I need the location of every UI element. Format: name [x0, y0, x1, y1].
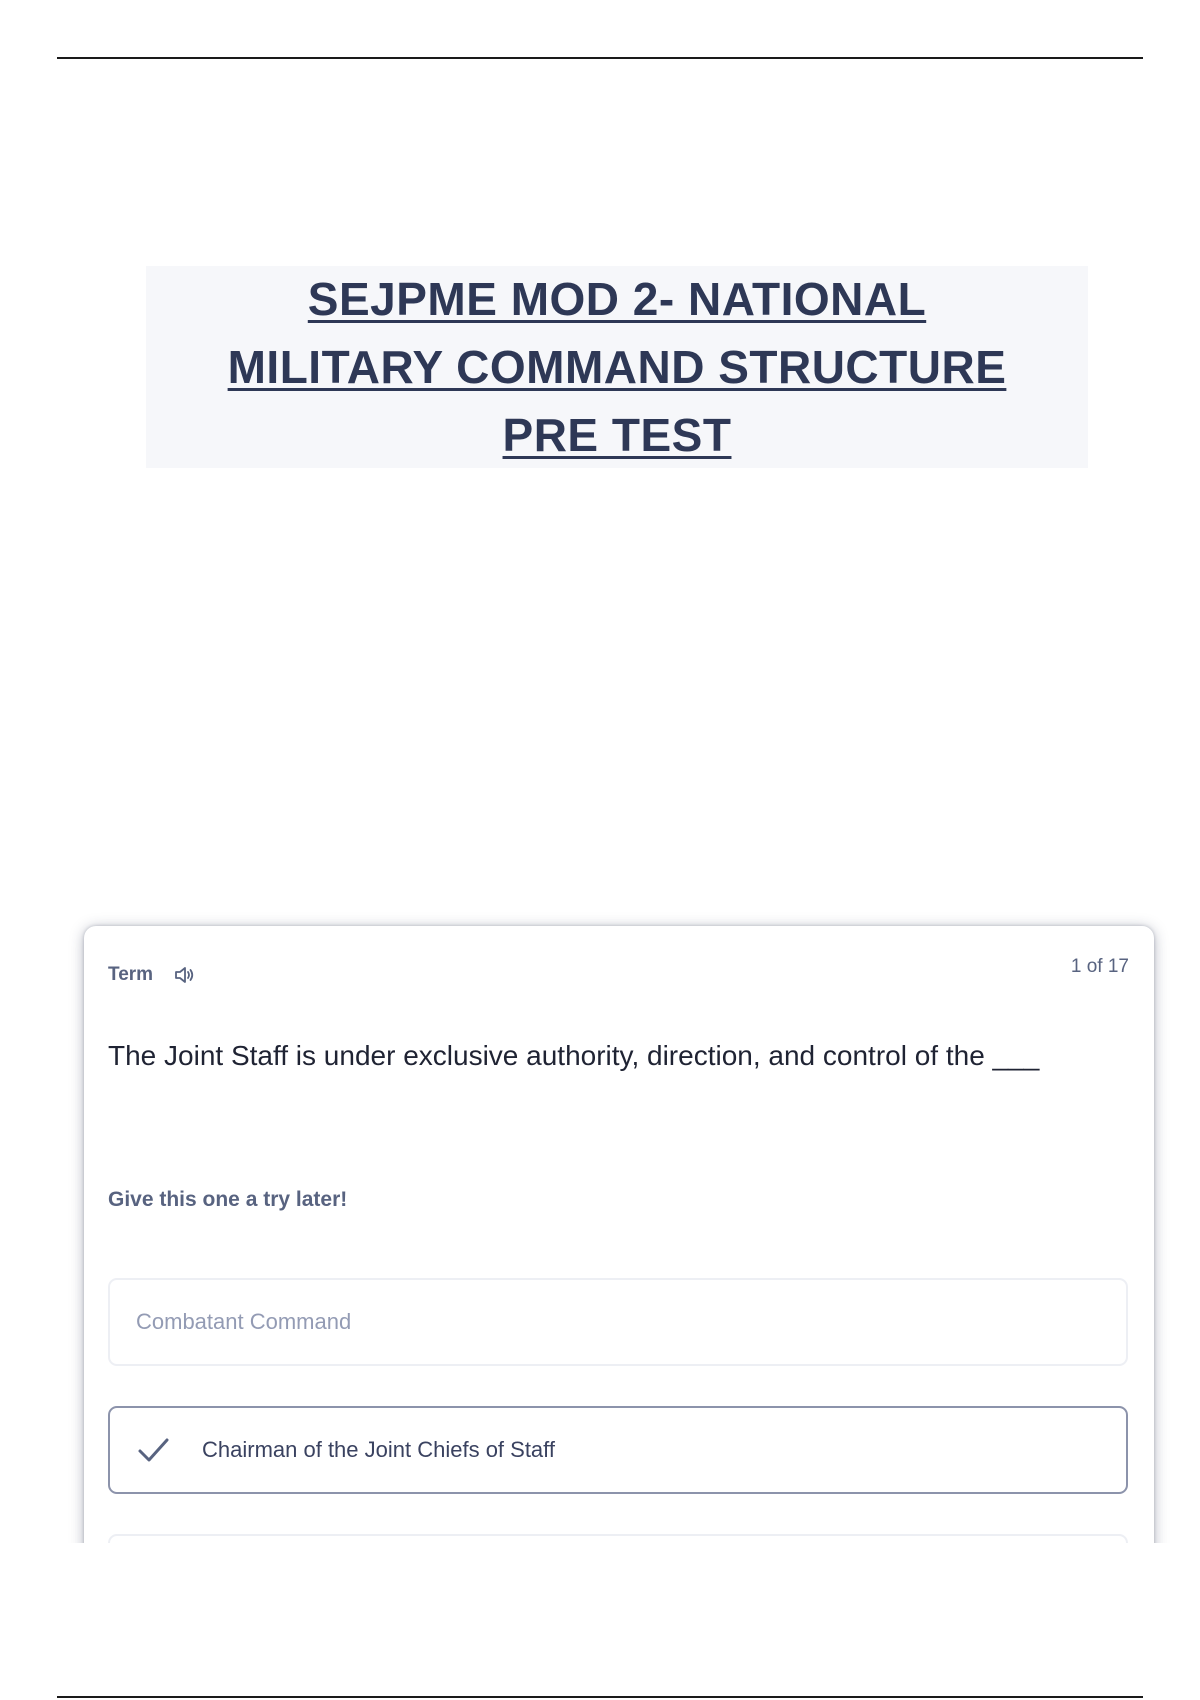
answer-option-label: Chairman of the Joint Chiefs of Staff — [202, 1437, 555, 1462]
answer-option-2[interactable] — [108, 1406, 1128, 1494]
term-label: Term — [108, 964, 154, 985]
top-rule — [57, 57, 1143, 59]
answer-option-3[interactable] — [108, 1534, 1128, 1543]
document-title — [146, 266, 1088, 468]
card-header — [108, 964, 195, 986]
question-text: The Joint Staff is under exclusive authority, direction, and control of the ___ — [108, 1040, 1040, 1071]
flashcard — [84, 926, 1154, 1543]
card-counter: 1 of 17 — [1070, 956, 1129, 977]
title-line-2: MILITARY COMMAND STRUCTURE — [227, 341, 1007, 393]
title-line-1: SEJPME MOD 2- NATIONAL — [307, 273, 927, 325]
bottom-rule — [57, 1696, 1143, 1698]
answer-option-label: Combatant Command — [136, 1309, 352, 1334]
answer-option-1[interactable] — [108, 1278, 1128, 1366]
flashcard-screenshot — [60, 900, 1170, 1543]
title-line-3: PRE TEST — [502, 409, 732, 461]
check-icon — [136, 1435, 170, 1465]
hint-text: Give this one a try later! — [108, 1188, 348, 1211]
speaker-icon[interactable] — [173, 965, 195, 985]
